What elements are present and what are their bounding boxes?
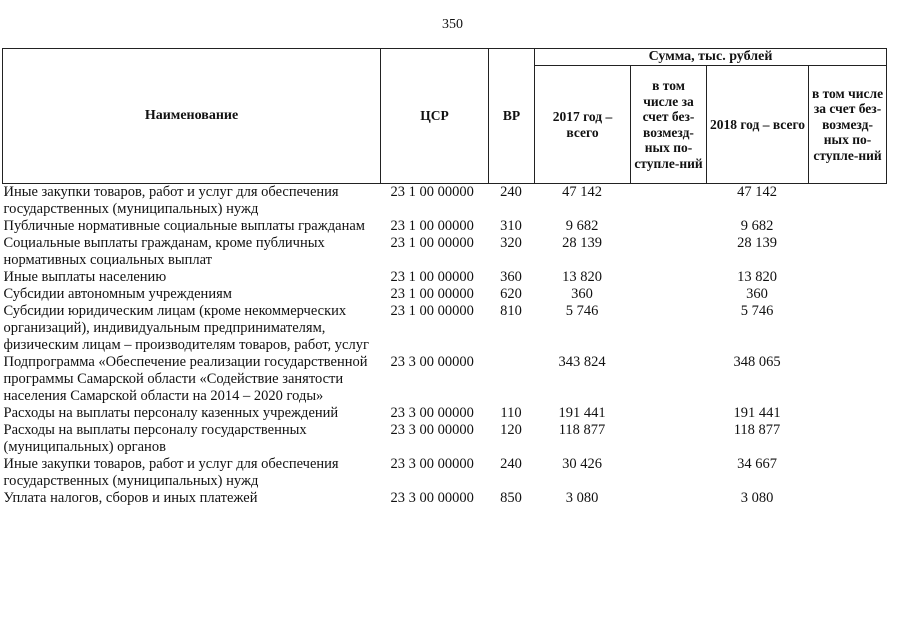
table-row [3,303,887,354]
row-csr: 23 1 00 00000 [390,286,474,302]
header-2018-free: в том числе за счет без-возмезд-ных по-ступле-ний [809,66,887,184]
row-2018-total: 118 877 [733,422,781,438]
row-2017-total: 47 142 [562,184,602,200]
row-2018-total: 348 065 [733,354,781,370]
table-body [3,184,887,508]
row-csr: 23 3 00 00000 [390,422,474,438]
table-row [3,354,887,405]
row-2018-free [809,354,887,405]
row-2018-total: 3 080 [740,490,774,506]
row-2017-total: 5 746 [565,303,599,319]
row-csr: 23 1 00 00000 [390,235,474,251]
row-vr: 320 [500,235,522,251]
table-row [3,286,887,303]
row-name: Публичные нормативные социальные выплаты гражданам [3,218,365,234]
row-vr: 360 [500,269,522,285]
row-2018-free [809,286,887,303]
row-2017-total: 118 877 [558,422,606,438]
table-row [3,235,887,269]
row-2018-total: 5 746 [740,303,774,319]
row-2017-free [631,490,707,507]
row-csr: 23 3 00 00000 [390,405,474,421]
header-name: Наименование [3,49,381,184]
row-2018-total: 28 139 [737,235,777,251]
row-csr: 23 1 00 00000 [390,218,474,234]
header-csr: ЦСР [381,49,489,184]
row-2018-free [809,218,887,235]
row-2017-free [631,422,707,456]
row-vr: 810 [500,303,522,319]
row-2017-free [631,354,707,405]
row-vr: 310 [500,218,522,234]
row-2017-free [631,184,707,219]
table-row [3,456,887,490]
table-row [3,269,887,286]
row-2018-total: 34 667 [737,456,777,472]
row-2018-free [809,184,887,219]
row-2018-total: 360 [746,286,768,302]
table-row [3,184,887,219]
row-name: Подпрограмма «Обеспечение реализации государственной программы Самарской области «Содействие занятости населения Самарской области на 2014 – 2020 годы» [3,354,368,404]
row-csr: 23 1 00 00000 [390,269,474,285]
row-csr: 23 1 00 00000 [390,184,474,200]
row-2017-free [631,405,707,422]
row-vr: 110 [500,405,522,421]
row-name: Субсидии юридическим лицам (кроме некоммерческих организаций), индивидуальным предпринимателям, физическим лицам – производителям товаров, работ, услуг [3,303,369,353]
row-csr: 23 3 00 00000 [390,456,474,472]
row-vr: 620 [500,286,522,302]
row-2018-total: 13 820 [737,269,777,285]
table-header [3,49,887,184]
row-2017-total: 28 139 [562,235,602,251]
row-2017-total: 191 441 [558,405,606,421]
row-2017-total: 3 080 [565,490,599,506]
budget-table [2,48,887,507]
header-sum: Сумма, тыс. рублей [535,49,887,66]
row-2018-free [809,456,887,490]
row-2018-free [809,303,887,354]
row-2018-total: 47 142 [737,184,777,200]
row-vr [489,354,535,405]
row-2017-free [631,456,707,490]
row-name: Социальные выплаты гражданам, кроме публичных нормативных социальных выплат [3,235,325,268]
row-vr: 850 [500,490,522,506]
row-vr: 240 [500,184,522,200]
row-2017-total: 9 682 [565,218,599,234]
row-2017-free [631,218,707,235]
page-number: 350 [442,17,463,32]
row-2017-free [631,303,707,354]
row-csr: 23 1 00 00000 [390,303,474,319]
row-name: Расходы на выплаты персоналу государственных (муниципальных) органов [3,422,307,455]
row-2018-total: 9 682 [740,218,774,234]
table-row [3,490,887,507]
row-2018-free [809,422,887,456]
row-csr: 23 3 00 00000 [390,490,474,506]
row-name: Расходы на выплаты персоналу казенных учреждений [3,405,339,421]
row-2017-free [631,235,707,269]
row-name: Иные закупки товаров, работ и услуг для обеспечения государственных (муниципальных) нужд [3,456,339,489]
row-vr: 120 [500,422,522,438]
row-2017-total: 30 426 [562,456,602,472]
row-2017-total: 360 [571,286,593,302]
table-row [3,218,887,235]
row-2017-total: 13 820 [562,269,602,285]
header-2017-total: 2017 год – всего [535,66,631,184]
row-name: Иные закупки товаров, работ и услуг для обеспечения государственных (муниципальных) нужд [3,184,339,217]
row-2018-free [809,490,887,507]
row-2018-free [809,269,887,286]
table-row [3,422,887,456]
row-2018-total: 191 441 [733,405,781,421]
row-2017-free [631,286,707,303]
row-2017-free [631,269,707,286]
row-name: Уплата налогов, сборов и иных платежей [3,490,258,506]
row-name: Субсидии автономным учреждениям [3,286,232,302]
row-csr: 23 3 00 00000 [390,354,474,370]
header-2017-free: в том числе за счет без-возмезд-ных по-ступле-ний [631,66,707,184]
row-2018-free [809,235,887,269]
table-row [3,405,887,422]
row-name: Иные выплаты населению [3,269,167,285]
row-2018-free [809,405,887,422]
header-2018-total: 2018 год – всего [707,66,809,184]
header-vr: ВР [489,49,535,184]
row-vr: 240 [500,456,522,472]
row-2017-total: 343 824 [558,354,606,370]
